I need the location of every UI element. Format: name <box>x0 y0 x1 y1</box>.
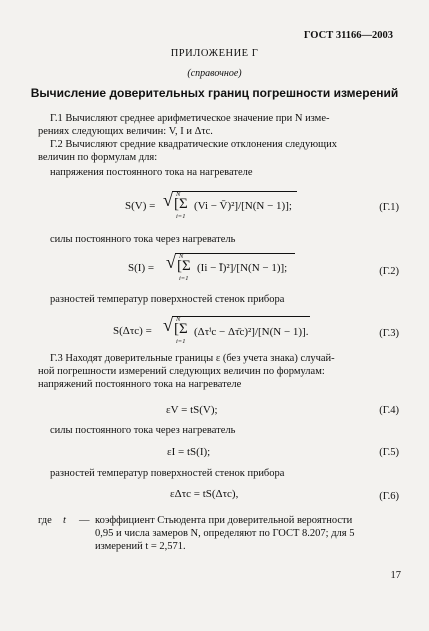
where-line1: коэффициент Стьюдента при доверительной вероятности <box>95 515 353 526</box>
formula-g2-lower: i=1 <box>179 275 189 282</box>
g1-line2: рениях следующих величин: V, I и Δτc. <box>38 126 213 137</box>
formula-g6-expr: εΔτc = tS(Δτc), <box>170 488 239 500</box>
formula-g3-sigma: [Σ <box>174 321 188 337</box>
section-title: Вычисление доверительных границ погрешности измерений <box>30 86 399 100</box>
g2-line1: Г.2 Вычисляют средние квадратические отклонения следующих <box>50 139 338 150</box>
where-dash: — <box>79 515 90 526</box>
g3-line2: ной погрешности измерений следующих величин по формулам: <box>38 366 325 377</box>
formula-g3-lower: i=1 <box>176 338 186 345</box>
where-line3: измерений t = 2,571. <box>95 541 186 552</box>
g2-temp-label: разностей температур поверхностей стенок прибора <box>50 294 285 305</box>
formula-g1-radical: √ <box>163 190 173 210</box>
formula-g5-number: (Г.5) <box>379 447 399 458</box>
formula-g1-number: (Г.1) <box>379 202 399 213</box>
formula-g3-lhs: S(Δτc) = <box>113 325 152 337</box>
formula-g2-expr: (Ii − Ī)²]/[N(N − 1)]; <box>197 262 288 274</box>
formula-g2-upper: N <box>179 253 184 260</box>
g2-line2: величин по формулам для: <box>38 152 158 163</box>
where-symbol: t <box>63 515 66 526</box>
formula-g2-number: (Г.2) <box>379 266 399 277</box>
formula-g2-vinculum <box>175 253 295 254</box>
formula-g3-number: (Г.3) <box>379 328 399 339</box>
g2-voltage-label: напряжения постоянного тока на нагревателе <box>50 167 253 178</box>
where-word: где <box>38 515 52 526</box>
g3-line1: Г.3 Находят доверительные границы ε (без учета знака) случай- <box>50 353 335 364</box>
formula-g1-expr: (Vi − V̄)²]/[N(N − 1)]; <box>194 200 292 212</box>
formula-g3-radical: √ <box>163 315 173 335</box>
formula-g2-lhs: S(I) = <box>128 262 155 274</box>
formula-g4-expr: εV = tS(V); <box>166 404 218 416</box>
formula-g1-lhs: S(V) = <box>125 200 156 212</box>
g3-current-label: силы постоянного тока через нагреватель <box>50 425 236 436</box>
formula-g1-vinculum <box>172 191 297 192</box>
appendix-note: (справочное) <box>187 68 242 79</box>
formula-g1-upper: N <box>176 191 181 198</box>
formula-g1-sigma: [Σ <box>174 196 188 212</box>
appendix-title: ПРИЛОЖЕНИЕ Г <box>170 48 259 59</box>
page-number: 17 <box>390 570 401 581</box>
formula-g2-radical: √ <box>166 252 176 272</box>
formula-g6-number: (Г.6) <box>379 491 399 502</box>
g3-temp-label: разностей температур поверхностей стенок прибора <box>50 468 285 479</box>
g3-voltage-label: напряжений постоянного тока на нагревателе <box>38 379 242 390</box>
formula-g4-number: (Г.4) <box>379 405 399 416</box>
g1-line1: Г.1 Вычисляют среднее арифметическое значение при N изме- <box>50 113 330 124</box>
where-line2: 0,95 и числа замеров N, определяют по ГОСТ 8.207; для 5 <box>95 528 355 539</box>
formula-g3-expr: (Δτⁱc − Δτ̄c)²]/[N(N − 1)]. <box>194 326 309 338</box>
g2-current-label: силы постоянного тока через нагреватель <box>50 234 236 245</box>
formula-g3-vinculum <box>172 316 310 317</box>
formula-g3-upper: N <box>176 316 181 323</box>
standard-header: ГОСТ 31166—2003 <box>303 30 393 41</box>
formula-g5-expr: εI = tS(I); <box>167 446 211 458</box>
formula-g2-sigma: [Σ <box>177 258 191 274</box>
formula-g1-lower: i=1 <box>176 213 186 220</box>
